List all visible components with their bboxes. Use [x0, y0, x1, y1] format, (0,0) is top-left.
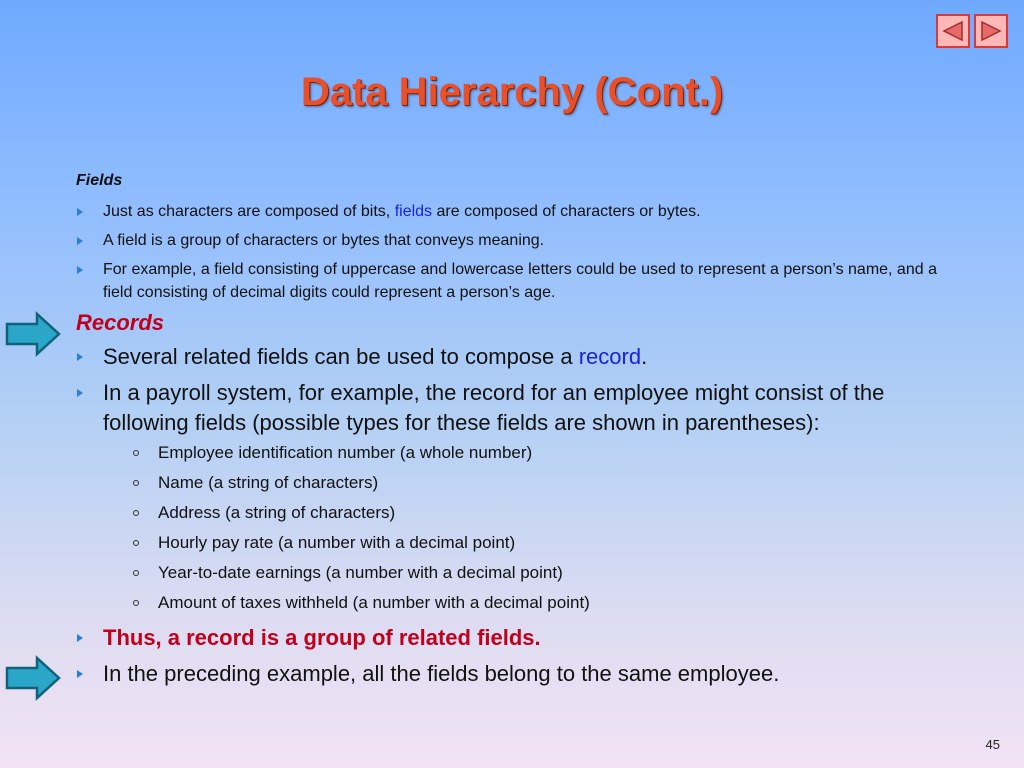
circle-bullet-icon: [133, 510, 139, 516]
circle-bullet-icon: [133, 450, 139, 456]
bullet-text: In the preceding example, all the fields belong to the same employee.: [103, 661, 780, 686]
records-heading: Records: [76, 310, 165, 335]
previous-slide-button[interactable]: [936, 14, 970, 48]
sub-item-text: Address (a string of characters): [158, 503, 396, 522]
circle-bullet-icon: [133, 600, 139, 606]
triangle-left-icon: [941, 20, 965, 42]
list-item: [76, 200, 956, 223]
list-item: [76, 229, 956, 252]
arrow-right-icon: [4, 655, 62, 701]
next-slide-button[interactable]: [974, 14, 1008, 48]
keyword-record: record: [578, 344, 642, 369]
bullet-text: In a payroll system, for example, the record for an employee might consist of the following fields (possible types for these fields are shown in parentheses):: [103, 380, 885, 435]
sub-list-item: [130, 440, 956, 465]
record-definition-text: Thus, a record is a group of related fields.: [103, 625, 541, 650]
keyword-fields: fields: [394, 203, 433, 220]
bullet-text-pre: Several related fields can be used to compose a: [103, 344, 579, 369]
payroll-fields-sublist: [130, 440, 956, 615]
sub-item-text: Year-to-date earnings (a number with a decimal point): [158, 563, 563, 582]
sub-list-item: [130, 590, 956, 615]
bullet-text-post: .: [641, 344, 648, 369]
slide-title: Data Hierarchy (Cont.): [300, 70, 724, 114]
fields-heading: Fields: [76, 172, 123, 189]
page-number: 45: [985, 737, 1000, 752]
sub-list-item: [130, 470, 956, 495]
sub-list-item: [130, 500, 956, 525]
circle-bullet-icon: [133, 570, 139, 576]
sub-item-text: Name (a string of characters): [158, 473, 379, 492]
records-list: [76, 342, 956, 689]
list-item: [76, 258, 956, 304]
sub-list-item: [130, 560, 956, 585]
list-item: [76, 659, 956, 689]
slide-content: [76, 172, 956, 695]
list-item: [76, 342, 956, 372]
sub-item-text: Hourly pay rate (a number with a decimal point): [158, 533, 516, 552]
bullet-text: For example, a field consisting of uppercase and lowercase letters could be used to represent a person’s name, and a field consisting of decimal digits could represent a person’s age.: [103, 261, 937, 301]
bullet-icon: [77, 670, 83, 678]
sub-item-text: Employee identification number (a whole number): [158, 443, 533, 462]
arrow-right-icon: [4, 311, 62, 357]
triangle-right-icon: [979, 20, 1003, 42]
list-item: [76, 623, 956, 653]
bullet-text: A field is a group of characters or bytes that conveys meaning.: [103, 232, 545, 249]
sub-item-text: Amount of taxes withheld (a number with a decimal point): [158, 593, 590, 612]
slide-navigation: [936, 14, 1008, 48]
fields-list: [76, 200, 956, 304]
bullet-icon: [77, 389, 83, 397]
sub-list-item: [130, 530, 956, 555]
bullet-text-pre: Just as characters are composed of bits,: [103, 203, 395, 220]
bullet-icon: [77, 353, 83, 361]
bullet-icon: [77, 208, 83, 216]
bullet-icon: [77, 237, 83, 245]
list-item: [76, 378, 956, 615]
bullet-icon: [77, 266, 83, 274]
circle-bullet-icon: [133, 540, 139, 546]
circle-bullet-icon: [133, 480, 139, 486]
bullet-icon: [77, 634, 83, 642]
bullet-text-post: are composed of characters or bytes.: [432, 203, 701, 220]
